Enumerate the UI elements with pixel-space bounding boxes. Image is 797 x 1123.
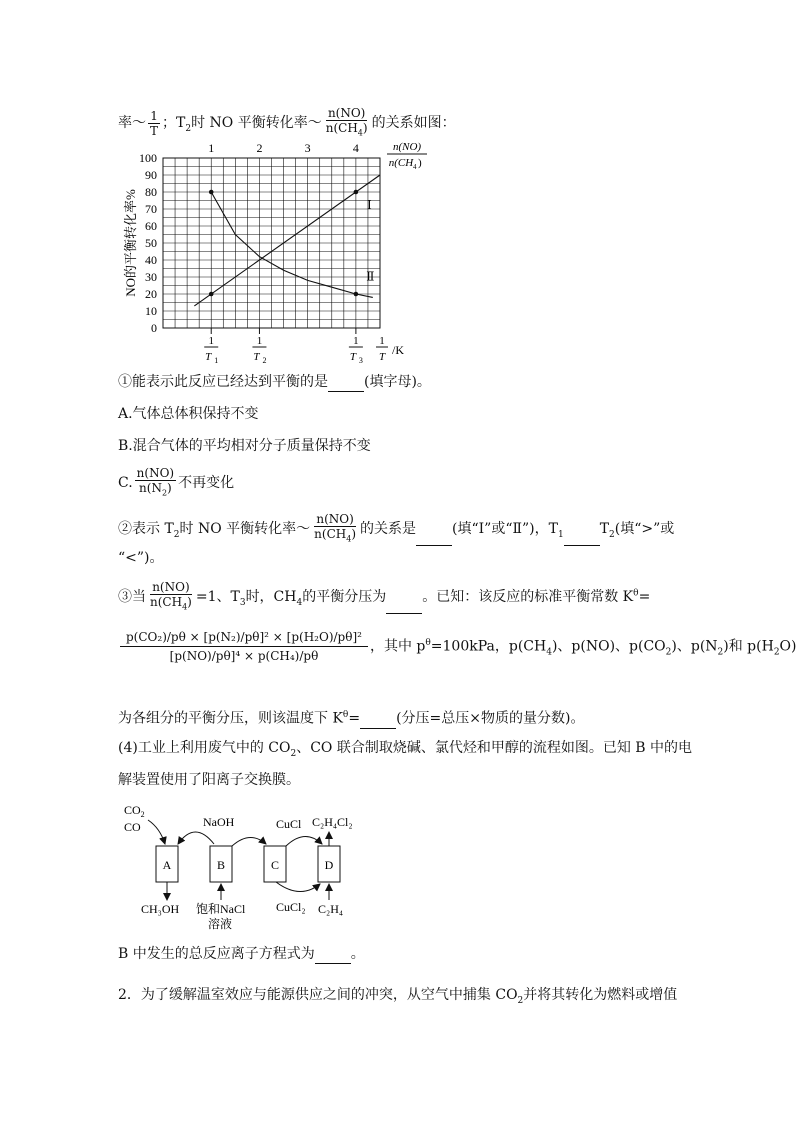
y-tick-label: 80 xyxy=(145,185,157,199)
y-tick-label: 40 xyxy=(145,253,157,267)
bottom-tick-sub: 1 xyxy=(214,356,219,365)
y-tick-label: 20 xyxy=(145,287,157,301)
bottom-tick-num: 1 xyxy=(256,335,263,347)
conversion-chart xyxy=(0,138,794,378)
answer-blank-1[interactable] xyxy=(328,377,364,392)
bottom-tick-num: 1 xyxy=(208,335,214,347)
series-point xyxy=(209,190,214,195)
answer-blank-6[interactable] xyxy=(315,949,351,964)
option-a: A.气体总体积保持不变 xyxy=(118,406,259,422)
y-tick-label: 90 xyxy=(145,168,157,182)
answer-blank-2[interactable] xyxy=(416,531,452,546)
bottom-axis-den: T xyxy=(378,351,386,363)
top-axis-num: n(NO) xyxy=(392,141,422,153)
top-axis-den-end: ) xyxy=(418,157,422,169)
top-tick-label: 3 xyxy=(304,141,311,155)
label-co2: $CO_2$ xyxy=(124,803,145,819)
label-naoh: NaOH xyxy=(203,815,235,829)
box-a xyxy=(156,846,178,882)
question-3: ③当 $\frac{n(NO)}{n(CH_4)}$ =1、$T_3$时，$CH_4$的平衡分压为 。已知：该反应的标准平衡常数 $K^\theta=$ xyxy=(118,580,650,614)
question-5: B 中发生的总反应离子方程式为 。 xyxy=(118,946,365,962)
option-c: C. $\frac{n(NO)}{n(N_2)}$ 不再变化 xyxy=(118,466,235,498)
question-4-cont: 解装置使用了阳离子交换膜。 xyxy=(118,772,300,788)
answer-blank-3[interactable] xyxy=(564,531,600,546)
chart-grid xyxy=(163,158,380,328)
label-cucl2: CuCl₂ xyxy=(276,900,306,914)
svg-text:C: C xyxy=(270,858,280,872)
label-co: CO xyxy=(124,820,141,834)
bottom-tick-sub: 3 xyxy=(358,356,363,365)
kth-formula: $\frac{\text{p(CO₂)/pθ × [p(N₂)/pθ]² × [p(H₂O)/pθ]²}}{\text{[p(NO)/pθ]⁴ × p(CH₄)/pθ}}$ ，其中 $p^\theta=100kPa$，$p(CH_4)$、p(NO)、$p(CO_2)$、$p(N_2)$和 $p(H_2O)$ xyxy=(118,628,797,665)
series-label-I: Ⅰ xyxy=(367,198,372,212)
bottom-tick-den: T xyxy=(205,351,212,363)
intro-prefix: 率～ xyxy=(118,115,146,132)
top-tick-labels xyxy=(208,141,359,155)
bottom-tick-labels xyxy=(204,328,363,365)
box-b xyxy=(210,846,232,882)
label-c2h4: C₂H₄ xyxy=(318,902,344,916)
series-point xyxy=(209,292,214,297)
label-nacl-1: 饱和NaCl xyxy=(196,902,246,916)
intro-line: 率～ $\frac{1}{T}$ ；$T_2$时 NO 平衡转化率～ $\frac{n(NO)}{n(CH_4)}$ 的关系如图： xyxy=(118,106,456,140)
bottom-axis-unit: /K xyxy=(392,343,404,357)
top-axis-den-sub: 4 xyxy=(413,163,417,171)
box-d xyxy=(318,846,340,882)
intro-frac-2: $\frac{n(NO)}{n(CH_4)}$ xyxy=(325,106,368,138)
label-nacl-2: 溶液 xyxy=(208,917,233,931)
flow-diagram xyxy=(0,800,794,950)
intro-frac-1: $\frac{1}{T}$ xyxy=(150,108,159,138)
svg-text:D: D xyxy=(324,858,334,872)
answer-blank-5[interactable] xyxy=(360,714,396,729)
question-2-cont: “<”)。 xyxy=(118,550,164,566)
top-axis-den: n(CH xyxy=(388,157,414,169)
y-tick-label: 70 xyxy=(145,202,157,216)
y-tick-label: 10 xyxy=(145,304,157,318)
top-tick-label: 2 xyxy=(256,141,263,155)
bottom-tick-sub: 2 xyxy=(262,356,267,365)
question-3-cont: 为各组分的平衡分压，则该温度下 $K^\theta=$ (分压=总压×物质的量分数)。 xyxy=(118,710,585,727)
bottom-axis-num: 1 xyxy=(379,335,385,347)
bottom-tick-den: T xyxy=(253,351,260,363)
top-tick-label: 1 xyxy=(208,141,215,155)
svg-text:B: B xyxy=(216,858,226,872)
answer-blank-4[interactable] xyxy=(386,599,422,614)
y-tick-label: 50 xyxy=(145,236,157,250)
series-label-II: Ⅱ xyxy=(366,269,375,284)
label-cucl: CuCl xyxy=(276,817,302,831)
series-I-line xyxy=(194,175,380,306)
y-tick-label: 0 xyxy=(151,321,157,335)
bottom-tick-num: 1 xyxy=(353,335,359,347)
bottom-tick-den: T xyxy=(349,351,356,363)
y-axis-label: NO的平衡转化率% xyxy=(123,189,138,297)
k-expression: $\frac{\text{p(CO₂)/pθ × [p(N₂)/pθ]² × [p(H₂O)/pθ]²}}{\text{[p(NO)/pθ]⁴ × p(CH₄)/pθ}}$ xyxy=(120,628,368,665)
y-tick-label: 60 xyxy=(145,219,157,233)
chart-series xyxy=(194,175,380,306)
svg-text:A: A xyxy=(162,858,172,872)
y-tick-labels xyxy=(139,151,157,335)
top-tick-label: 4 xyxy=(352,141,359,155)
label-c2h4cl2: C₂H₄Cl₂ xyxy=(312,815,353,829)
series-point xyxy=(354,292,359,297)
top-axis-label xyxy=(387,141,427,171)
y-tick-label: 100 xyxy=(139,151,157,165)
series-point xyxy=(354,190,359,195)
question-4: (4)工业上利用废气中的 $CO_2$、CO 联合制取烧碱、氯代烃和甲醇的流程如图。已知 B 中的电 xyxy=(118,740,693,759)
y-tick-label: 30 xyxy=(145,270,157,284)
bottom-axis-label xyxy=(376,335,404,363)
question-1: ①能表示此反应已经达到平衡的是 (填字母)。 xyxy=(118,374,431,390)
option-b: B.混合气体的平均相对分子质量保持不变 xyxy=(118,438,371,454)
question-6: 2．为了缓解温室效应与能源供应之间的冲突，从空气中捕集 $CO_2$并将其转化为燃料或增值 xyxy=(118,987,678,1006)
box-c xyxy=(264,846,286,882)
question-2: ②表示 $T_2$时 NO 平衡转化率～ $\frac{n(NO)}{n(CH_4)}$ 的关系是 (填“I”或“Ⅱ”)，$T_1$ $T_2$(填“>”或 xyxy=(118,512,674,546)
label-ch3oh: CH₃OH xyxy=(141,902,180,916)
